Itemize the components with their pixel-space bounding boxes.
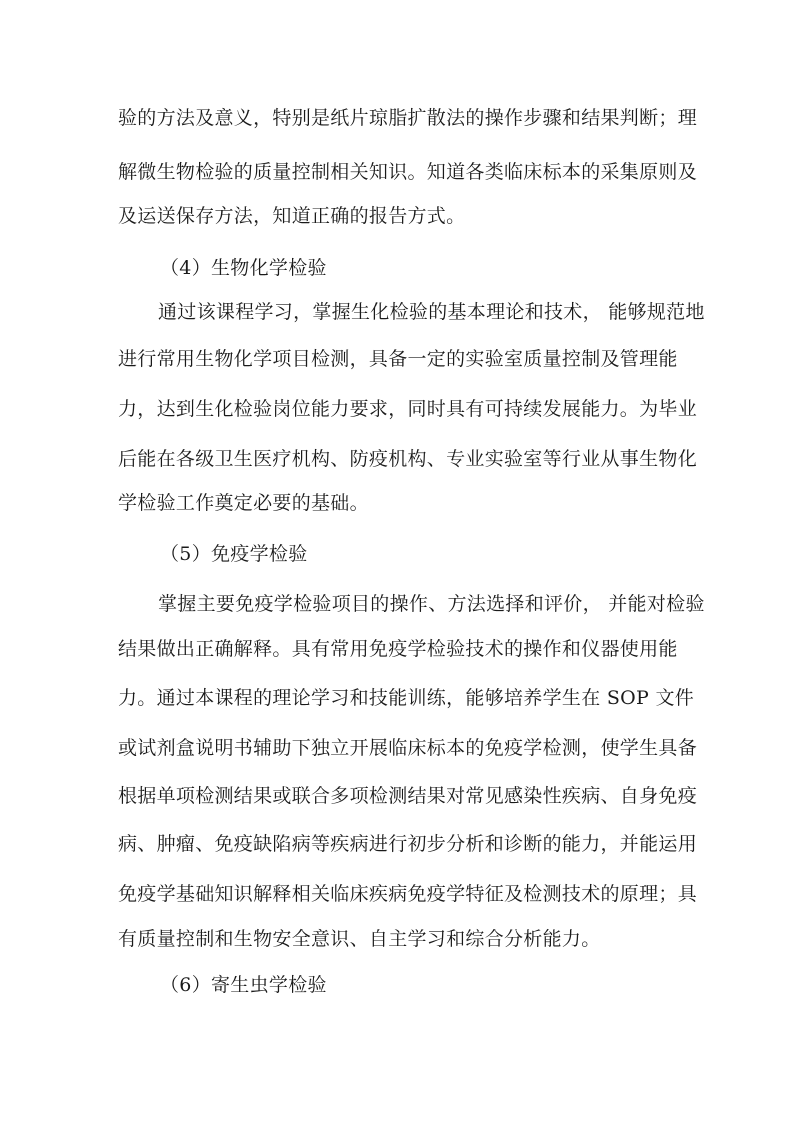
paragraph-line: 验的方法及意义，特别是纸片琼脂扩散法的操作步骤和结果判断；理 (118, 107, 698, 129)
paragraph-line: 及运送保存方法，知道正确的报告方式。 (118, 205, 466, 227)
paragraph-line: 根据单项检测结果或联合多项检测结果对常见感染性疾病、自身免疫 (118, 785, 698, 807)
section-heading-6: （6）寄生虫学检验 (160, 974, 327, 996)
paragraph-line: 掌握主要免疫学检验项目的操作、方法选择和评价， 并能对检验 (158, 593, 705, 615)
paragraph-line: 病、肿瘤、免疫缺陷病等疾病进行初步分析和诊断的能力，并能运用 (118, 833, 698, 855)
paragraph-line: 免疫学基础知识解释相关临床疾病免疫学特征及检测技术的原理；具 (118, 883, 698, 905)
paragraph-line: 解微生物检验的质量控制相关知识。知道各类临床标本的采集原则及 (118, 161, 698, 183)
paragraph-line: 结果做出正确解释。具有常用免疫学检验技术的操作和仪器使用能 (118, 638, 678, 660)
section-heading-5: （5）免疫学检验 (160, 543, 308, 565)
paragraph-line: 力，达到生化检验岗位能力要求，同时具有可持续发展能力。为毕业 (118, 398, 698, 420)
paragraph-line: 学检验工作奠定必要的基础。 (118, 492, 369, 514)
section-heading-4: （4）生物化学检验 (160, 257, 327, 279)
paragraph-line: 或试剂盒说明书辅助下独立开展临床标本的免疫学检测，使学生具备 (118, 737, 698, 759)
paragraph-line: 通过该课程学习，掌握生化检验的基本理论和技术， 能够规范地 (158, 301, 705, 323)
paragraph-line: 有质量控制和生物安全意识、自主学习和综合分析能力。 (118, 928, 601, 950)
paragraph-line: 力。通过本课程的理论学习和技能训练，能够培养学生在 SOP 文件 (118, 687, 695, 709)
paragraph-line: 进行常用生物化学项目检测，具备一定的实验室质量控制及管理能 (118, 348, 678, 370)
paragraph-line: 后能在各级卫生医疗机构、防疫机构、专业实验室等行业从事生物化 (118, 448, 698, 470)
